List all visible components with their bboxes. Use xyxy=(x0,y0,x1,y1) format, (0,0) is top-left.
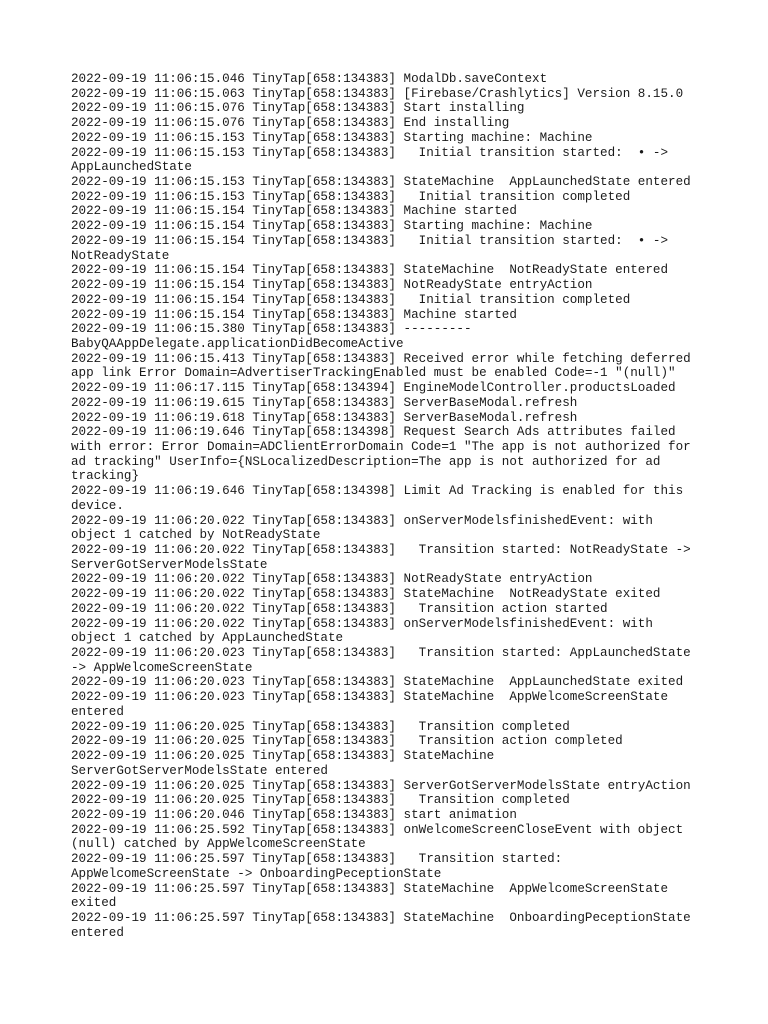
log-line: 2022-09-19 11:06:20.023 TinyTap[658:134383] StateMachine AppLaunchedState exited xyxy=(71,675,684,690)
log-line: 2022-09-19 11:06:15.153 TinyTap[658:134383] Initial transition completed xyxy=(71,189,631,204)
log-line: object 1 catched by NotReadyState xyxy=(71,528,321,543)
log-line: 2022-09-19 11:06:15.413 TinyTap[658:134383] Received error while fetching deferred xyxy=(71,351,691,366)
log-line: 2022-09-19 11:06:20.022 TinyTap[658:134383] onServerModelsfinishedEvent: with xyxy=(71,513,653,528)
log-line: 2022-09-19 11:06:20.025 TinyTap[658:134383] Transition action completed xyxy=(71,734,623,749)
log-line: 2022-09-19 11:06:15.154 TinyTap[658:134383] Initial transition completed xyxy=(71,292,631,307)
log-line: 2022-09-19 11:06:19.646 TinyTap[658:134398] Request Search Ads attributes failed xyxy=(71,425,676,440)
log-line: 2022-09-19 11:06:15.076 TinyTap[658:134383] End installing xyxy=(71,116,510,131)
log-line: 2022-09-19 11:06:15.154 TinyTap[658:134383] Machine started xyxy=(71,307,517,322)
log-line: -> AppWelcomeScreenState xyxy=(71,660,253,675)
log-line: with error: Error Domain=ADClientErrorDomain Code=1 "The app is not authorized for xyxy=(71,439,691,454)
log-text-block xyxy=(71,72,711,940)
log-line: 2022-09-19 11:06:20.025 TinyTap[658:134383] StateMachine xyxy=(71,749,495,764)
log-line: 2022-09-19 11:06:25.597 TinyTap[658:134383] StateMachine OnboardingPeceptionState xyxy=(71,910,691,925)
log-line: 2022-09-19 11:06:20.046 TinyTap[658:134383] start animation xyxy=(71,807,517,822)
log-line: 2022-09-19 11:06:15.154 TinyTap[658:134383] Starting machine: Machine xyxy=(71,219,593,234)
log-line: BabyQAAppDelegate.applicationDidBecomeActive xyxy=(71,336,404,351)
log-line: ServerGotServerModelsState xyxy=(71,557,268,572)
log-line: 2022-09-19 11:06:15.154 TinyTap[658:134383] StateMachine NotReadyState entered xyxy=(71,263,669,278)
log-line: entered xyxy=(71,704,124,719)
log-line: ad tracking" UserInfo={NSLocalizedDescription=The app is not authorized for ad xyxy=(71,454,661,469)
log-line: 2022-09-19 11:06:25.597 TinyTap[658:134383] StateMachine AppWelcomeScreenState xyxy=(71,881,669,896)
log-line: 2022-09-19 11:06:19.615 TinyTap[658:134383] ServerBaseModal.refresh xyxy=(71,395,578,410)
log-line: 2022-09-19 11:06:19.646 TinyTap[658:134398] Limit Ad Tracking is enabled for this xyxy=(71,484,684,499)
log-line: 2022-09-19 11:06:15.153 TinyTap[658:134383] Starting machine: Machine xyxy=(71,130,593,145)
log-line: 2022-09-19 11:06:20.022 TinyTap[658:134383] onServerModelsfinishedEvent: with xyxy=(71,616,653,631)
log-line: NotReadyState xyxy=(71,248,170,263)
log-line: 2022-09-19 11:06:25.597 TinyTap[658:134383] Transition started: xyxy=(71,852,563,867)
log-line: AppWelcomeScreenState -> OnboardingPeceptionState xyxy=(71,866,442,881)
log-line: object 1 catched by AppLaunchedState xyxy=(71,631,344,646)
log-line: 2022-09-19 11:06:19.618 TinyTap[658:134383] ServerBaseModal.refresh xyxy=(71,410,578,425)
log-line: 2022-09-19 11:06:20.022 TinyTap[658:134383] NotReadyState entryAction xyxy=(71,572,593,587)
log-line: entered xyxy=(71,925,124,940)
log-line: 2022-09-19 11:06:20.022 TinyTap[658:134383] Transition action started xyxy=(71,601,608,616)
log-line: tracking} xyxy=(71,469,140,484)
log-line: (null) catched by AppWelcomeScreenState xyxy=(71,837,366,852)
log-line: 2022-09-19 11:06:15.380 TinyTap[658:134383] --------- xyxy=(71,322,472,337)
log-line: 2022-09-19 11:06:25.592 TinyTap[658:134383] onWelcomeScreenCloseEvent with object xyxy=(71,822,684,837)
log-line: device. xyxy=(71,498,124,513)
log-line: 2022-09-19 11:06:15.154 TinyTap[658:134383] Initial transition started: • -> xyxy=(71,233,669,248)
log-line: ServerGotServerModelsState entered xyxy=(71,763,328,778)
log-line: 2022-09-19 11:06:15.154 TinyTap[658:134383] NotReadyState entryAction xyxy=(71,278,593,293)
log-line: 2022-09-19 11:06:20.023 TinyTap[658:134383] Transition started: AppLaunchedState xyxy=(71,646,691,661)
log-line: 2022-09-19 11:06:20.023 TinyTap[658:134383] StateMachine AppWelcomeScreenState xyxy=(71,690,669,705)
log-line: app link Error Domain=AdvertiserTrackingEnabled must be enabled Code=-1 "(null)" xyxy=(71,366,676,381)
log-line: 2022-09-19 11:06:15.153 TinyTap[658:134383] StateMachine AppLaunchedState entered xyxy=(71,175,691,190)
log-line: 2022-09-19 11:06:20.022 TinyTap[658:134383] StateMachine NotReadyState exited xyxy=(71,587,661,602)
log-line: 2022-09-19 11:06:15.046 TinyTap[658:134383] ModalDb.saveContext xyxy=(71,72,548,86)
log-line: 2022-09-19 11:06:20.025 TinyTap[658:134383] Transition completed xyxy=(71,793,570,808)
log-line: 2022-09-19 11:06:17.115 TinyTap[658:134394] EngineModelController.productsLoaded xyxy=(71,381,676,396)
log-line: 2022-09-19 11:06:20.025 TinyTap[658:134383] Transition completed xyxy=(71,719,570,734)
log-line: 2022-09-19 11:06:15.063 TinyTap[658:134383] [Firebase/Crashlytics] Version 8.15.0 xyxy=(71,86,684,101)
log-line: exited xyxy=(71,896,117,911)
log-line: 2022-09-19 11:06:20.025 TinyTap[658:134383] ServerGotServerModelsState entryAction xyxy=(71,778,691,793)
log-line: 2022-09-19 11:06:20.022 TinyTap[658:134383] Transition started: NotReadyState -> xyxy=(71,543,691,557)
log-line: 2022-09-19 11:06:15.076 TinyTap[658:134383] Start installing xyxy=(71,101,525,116)
log-line: AppLaunchedState xyxy=(71,160,192,175)
log-line: 2022-09-19 11:06:15.153 TinyTap[658:134383] Initial transition started: • -> xyxy=(71,145,669,160)
log-line: 2022-09-19 11:06:15.154 TinyTap[658:134383] Machine started xyxy=(71,204,517,219)
